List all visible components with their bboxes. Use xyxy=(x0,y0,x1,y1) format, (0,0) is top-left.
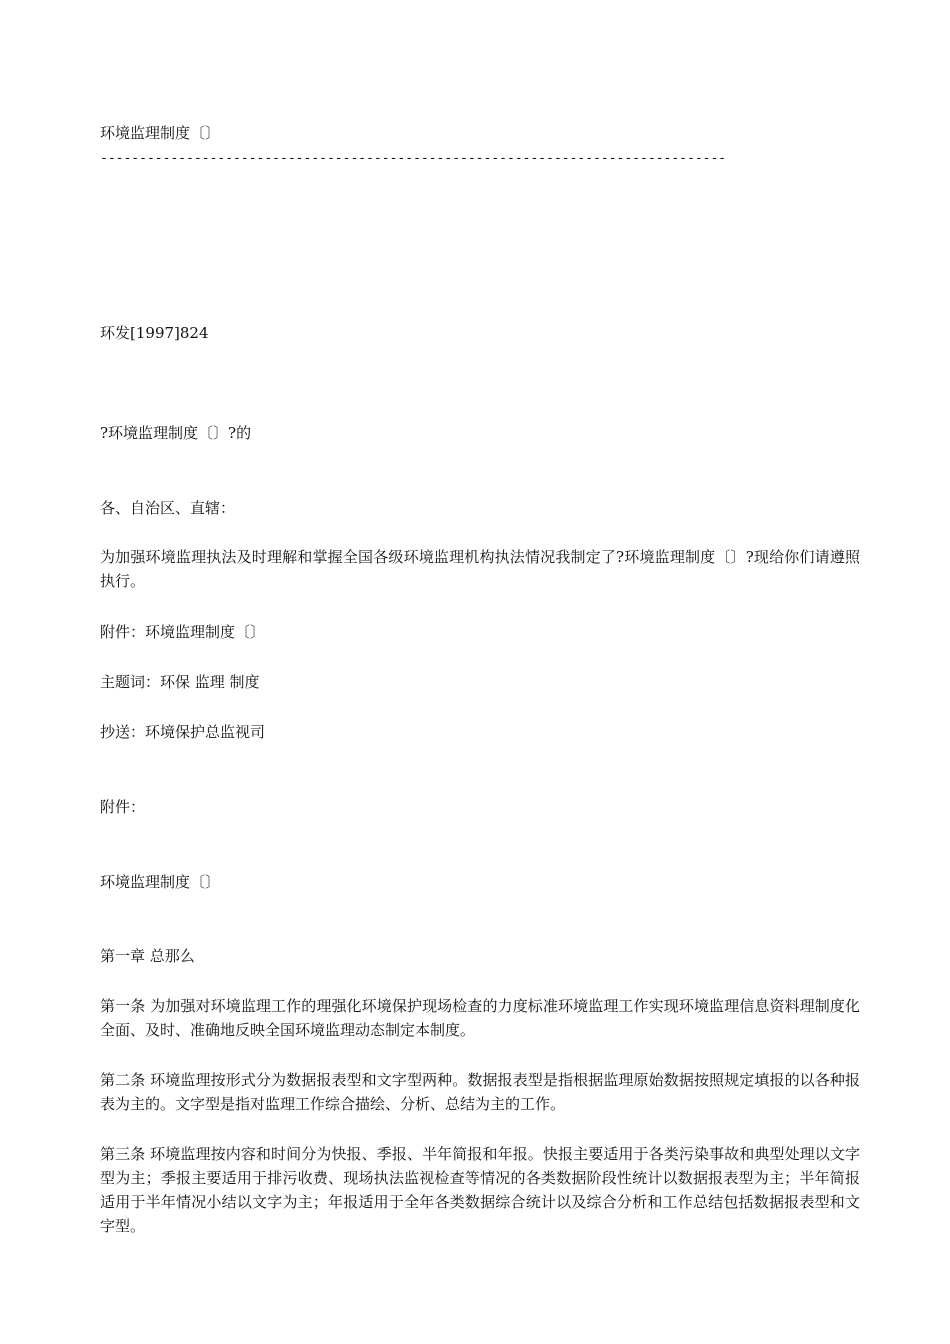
attachment-title: 环境监理制度〔〕 xyxy=(100,873,221,891)
cc-line: 抄送：环境保护总监视司 xyxy=(100,723,266,741)
chapter-heading: 第一章 总那么 xyxy=(100,947,195,965)
article-2: 第二条 环境监理按形式分为数据报表型和文字型两种。数据报表型是指根据监理原始数据按照规定填报的以各种报表为主的。文字型是指对监理工作综合描绘、分析、总结为主的工作。 xyxy=(100,1071,860,1113)
article-3: 第三条 环境监理按内容和时间分为快报、季报、半年简报和年报。快报主要适用于各类污染事故和典型处理以文字型为主；季报主要适用于排污收费、现场执法监视检查等情况的各类数据阶段性统计以数据报表型为主；半年简报适用于半年情况小结以文字为主；年报适用于全年各类数据综合统计以及综合分析和工作总结包括数据报表型和文字型。 xyxy=(100,1145,860,1235)
attachment-line: 附件：环境监理制度〔〕 xyxy=(100,623,266,641)
header-title: 环境监理制度〔〕 xyxy=(100,124,221,142)
recipients: 各、自治区、直辖： xyxy=(100,499,236,517)
intro-paragraph: 为加强环境监理执法及时理解和掌握全国各级环境监理机构执法情况我制定了?环境监理制度〔〕?现给你们请遵照执行。 xyxy=(100,548,860,590)
header-rule: -------------------------------------------------------------------------------- xyxy=(100,151,727,166)
keywords: 主题词：环保 监理 制度 xyxy=(100,673,260,691)
attachment-label: 附件： xyxy=(100,798,146,816)
doc-number: 环发[1997]824 xyxy=(100,324,209,342)
notice-title: ?环境监理制度〔〕?的 xyxy=(100,424,252,442)
article-1: 第一条 为加强对环境监理工作的理强化环境保护现场检查的力度标准环境监理工作实现环境监理信息资料理制度化全面、及时、准确地反映全国环境监理动态制定本制度。 xyxy=(100,997,860,1039)
